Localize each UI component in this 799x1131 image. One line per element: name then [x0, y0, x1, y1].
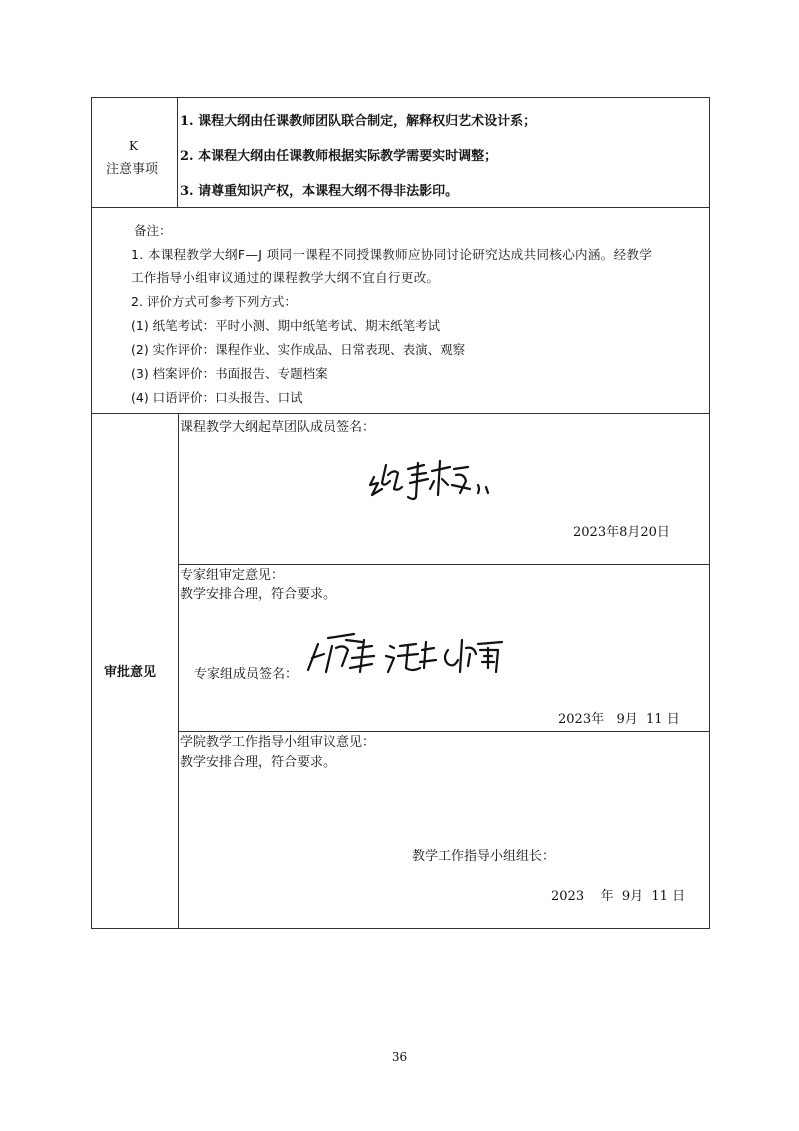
- table-border-top: [91, 97, 710, 98]
- page-number: 36: [391, 1050, 408, 1064]
- expert-sign-label: 专家组成员签名：: [194, 667, 299, 682]
- remarks-title: 备注：: [134, 223, 172, 238]
- row-divider-remarks: [91, 413, 710, 414]
- drafting-title: 课程教学大纲起草团队成员签名：: [180, 420, 376, 435]
- drafting-date: 2023年8月20日: [573, 525, 670, 540]
- expert-signatures: [302, 628, 517, 683]
- row-divider-notes: [91, 207, 710, 208]
- college-date: 2023 年 9月 11 日: [551, 889, 686, 904]
- college-opinion: 教学安排合理，符合要求。: [180, 755, 337, 770]
- col-divider-approval: [178, 413, 179, 929]
- remarks-line-1a: 1. 本课程教学大纲F—J 项同一课程不同授课教师应协同讨论研究达成共同核心内涵。经教学: [131, 247, 653, 262]
- notes-label-code: K: [129, 139, 138, 153]
- college-title: 学院教学工作指导小组审议意见：: [180, 735, 376, 750]
- remarks-method-2: (2) 实作评价：课程作业、实作成品、日常表现、表演、观察: [131, 342, 466, 357]
- notes-item-2: 2. 本课程大纲由任课教师根据实际教学需要实时调整；: [180, 149, 498, 164]
- notes-label: 注意事项: [106, 162, 159, 177]
- approval-label: 审批意见: [104, 665, 157, 680]
- expert-date: 2023年 9月 11 日: [558, 712, 680, 727]
- college-sign-label: 教学工作指导小组组长：: [412, 849, 556, 864]
- table-border-left: [91, 97, 92, 929]
- col-divider-notes: [177, 97, 178, 208]
- expert-title: 专家组审定意见：: [180, 568, 285, 583]
- row-divider-expert: [178, 564, 710, 565]
- table-border-bottom: [91, 928, 710, 929]
- table-border-right: [709, 97, 710, 929]
- remarks-method-1: (1) 纸笔考试：平时小测、期中纸笔考试、期末纸笔考试: [131, 318, 441, 333]
- remarks-line-1b: 工作指导小组审议通过的课程教学大纲不宜自行更改。: [131, 270, 440, 285]
- notes-item-1: 1. 课程大纲由任课教师团队联合制定，解释权归艺术设计系；: [180, 114, 537, 129]
- remarks-line-2: 2. 评价方式可参考下列方式：: [131, 294, 297, 309]
- drafting-signature: [368, 455, 503, 505]
- remarks-method-4: (4) 口语评价：口头报告、口试: [131, 390, 303, 405]
- expert-opinion: 教学安排合理，符合要求。: [180, 587, 337, 602]
- row-divider-college: [178, 731, 710, 732]
- notes-item-3: 3. 请尊重知识产权，本课程大纲不得非法影印。: [180, 184, 459, 199]
- remarks-method-3: (3) 档案评价：书面报告、专题档案: [131, 366, 328, 381]
